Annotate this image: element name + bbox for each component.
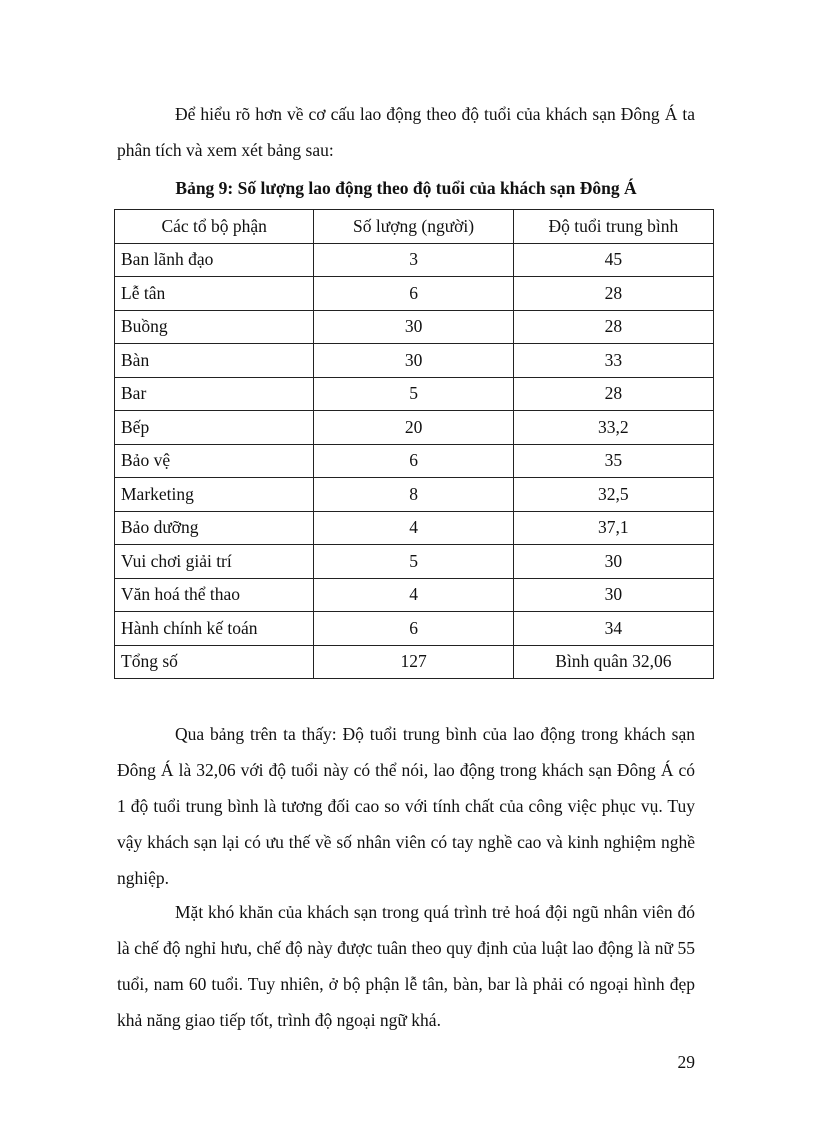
cell-average-age: 33 <box>513 344 713 378</box>
cell-average-age: 30 <box>513 545 713 579</box>
header-department: Các tổ bộ phận <box>115 210 314 244</box>
cell-quantity: 4 <box>314 578 513 612</box>
cell-department: Buồng <box>115 310 314 344</box>
cell-average-age: 33,2 <box>513 411 713 445</box>
cell-department: Marketing <box>115 478 314 512</box>
table-row <box>115 411 714 445</box>
cell-quantity: 30 <box>314 310 513 344</box>
cell-average-age: 45 <box>513 243 713 277</box>
cell-department: Vui chơi giải trí <box>115 545 314 579</box>
cell-quantity: 4 <box>314 511 513 545</box>
cell-quantity: 6 <box>314 277 513 311</box>
intro-paragraph: Để hiểu rõ hơn về cơ cấu lao động theo độ tuổi của khách sạn Đông Á ta phân tích và xem xét bảng sau: <box>117 104 695 160</box>
table-row <box>115 578 714 612</box>
header-quantity: Số lượng (người) <box>314 210 513 244</box>
cell-average-age: 28 <box>513 377 713 411</box>
cell-total-average-age: Bình quân 32,06 <box>513 645 713 679</box>
table-row <box>115 612 714 646</box>
table-row <box>115 545 714 579</box>
table-row <box>115 344 714 378</box>
table-row <box>115 310 714 344</box>
labor-age-table <box>114 209 714 679</box>
cell-department: Bàn <box>115 344 314 378</box>
table-header-row <box>115 210 714 244</box>
cell-department: Hành chính kế toán <box>115 612 314 646</box>
cell-average-age: 34 <box>513 612 713 646</box>
header-average-age: Độ tuổi trung bình <box>513 210 713 244</box>
cell-quantity: 8 <box>314 478 513 512</box>
cell-department: Văn hoá thể thao <box>115 578 314 612</box>
cell-average-age: 30 <box>513 578 713 612</box>
cell-quantity: 3 <box>314 243 513 277</box>
table-total-row <box>115 645 714 679</box>
difficulty-paragraph: Mặt khó khăn của khách sạn trong quá trình trẻ hoá đội ngũ nhân viên đó là chế độ nghỉ hưu, chế độ này được tuân theo quy định của luật lao động là nữ 55 tuổi, nam 60 tuổi. Tuy nhiên, ở bộ phận lễ tân, bàn, bar là phải có ngoại hình đẹp khả năng giao tiếp tốt, trình độ ngoại ngữ khá. <box>117 902 695 1030</box>
cell-quantity: 5 <box>314 545 513 579</box>
table-row <box>115 377 714 411</box>
cell-total-label: Tổng số <box>115 645 314 679</box>
cell-quantity: 5 <box>314 377 513 411</box>
cell-quantity: 6 <box>314 612 513 646</box>
cell-department: Bar <box>115 377 314 411</box>
cell-quantity: 20 <box>314 411 513 445</box>
cell-quantity: 30 <box>314 344 513 378</box>
cell-department: Bảo dưỡng <box>115 511 314 545</box>
cell-department: Lễ tân <box>115 277 314 311</box>
cell-total-quantity: 127 <box>314 645 513 679</box>
cell-average-age: 37,1 <box>513 511 713 545</box>
table-row <box>115 277 714 311</box>
cell-department: Bảo vệ <box>115 444 314 478</box>
table-row <box>115 478 714 512</box>
analysis-paragraph: Qua bảng trên ta thấy: Độ tuổi trung bình của lao động trong khách sạn Đông Á là 32,06 với độ tuổi này có thể nói, lao động trong khách sạn Đông Á có 1 độ tuổi trung bình là tương đối cao so với tính chất của công việc phục vụ. Tuy vậy khách sạn lại có ưu thế về số nhân viên có tay nghề cao và kinh nghiệm nghề nghiệp. <box>117 724 695 888</box>
table-row <box>115 243 714 277</box>
cell-average-age: 35 <box>513 444 713 478</box>
cell-average-age: 32,5 <box>513 478 713 512</box>
page-number: 29 <box>677 1052 695 1072</box>
cell-average-age: 28 <box>513 277 713 311</box>
table-row <box>115 511 714 545</box>
table-caption: Bảng 9: Số lượng lao động theo độ tuổi của khách sạn Đông Á <box>175 178 637 198</box>
cell-department: Ban lãnh đạo <box>115 243 314 277</box>
cell-average-age: 28 <box>513 310 713 344</box>
cell-department: Bếp <box>115 411 314 445</box>
cell-quantity: 6 <box>314 444 513 478</box>
table-row <box>115 444 714 478</box>
